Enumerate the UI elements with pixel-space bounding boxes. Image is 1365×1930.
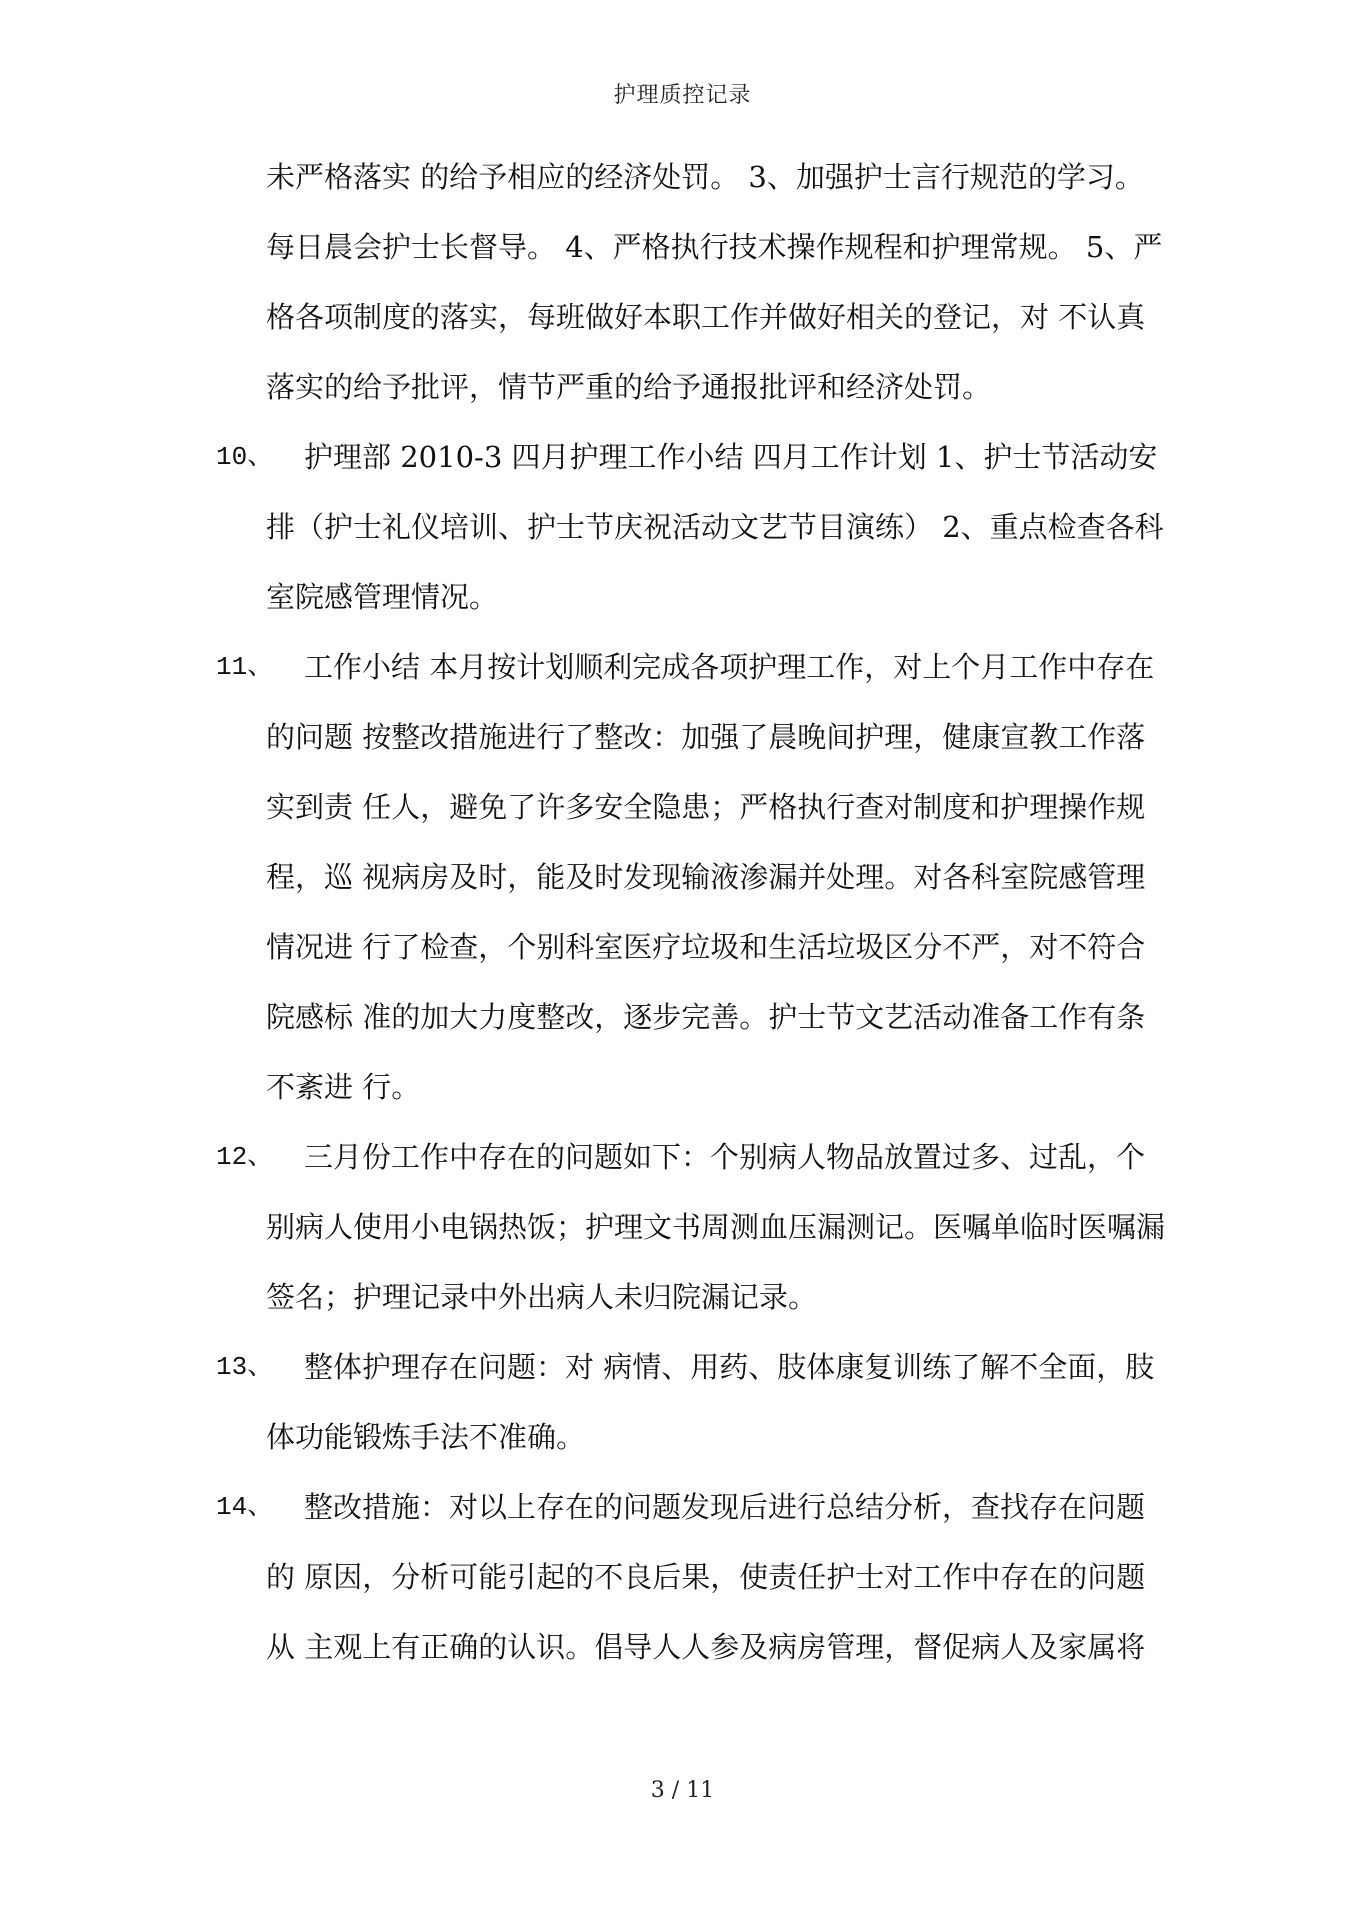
paragraph-11 (0, 632, 1166, 1122)
paragraph-10 (0, 422, 1166, 632)
paragraph-text: 三月份工作中存在的问题如下：个别病人物品放置过多、过乱，个别病人使用小电锅热饭；护理文书周测血压漏测记。医嘱单临时医嘱漏签名；护理记录中外出病人未归院漏记录。 (266, 1140, 1166, 1314)
paragraph-text: 整改措施：对以上存在的问题发现后进行总结分析，查找存在问题的 原因，分析可能引起的不良后果，使责任护士对工作中存在的问题从 主观上有正确的认识。倡导人人参及病房管理，督促病人及家属将 (266, 1490, 1146, 1664)
paragraph-13 (0, 1332, 1166, 1472)
paragraph-text: 未严格落实 的给予相应的经济处罚。 3、加强护士言行规范的学习。每日晨会护士长督导。 4、严格执行技术操作规程和护理常规。 5、严格各项制度的落实，每班做好本职工作并做好相关的登记，对 不认真落实的给予批评，情节严重的给予通报批评和经济处罚。 (266, 160, 1163, 404)
paragraph-text: 整体护理存在问题：对 病情、用药、肢体康复训练了解不全面，肢体功能锻炼手法不准确。 (266, 1350, 1155, 1454)
paragraph-number: 10、 (216, 442, 274, 472)
paragraph-number: 14、 (216, 1492, 274, 1522)
paragraph-12 (0, 1122, 1166, 1332)
paragraph-number: 11、 (216, 652, 274, 682)
paragraph-text: 工作小结 本月按计划顺利完成各项护理工作，对上个月工作中存在的问题 按整改措施进行了整改：加强了晨晚间护理，健康宣教工作落实到责 任人，避免了许多安全隐患；严格执行查对制度和护理操作规程，巡 视病房及时，能及时发现输液渗漏并处理。对各科室院感管理情况进 行了检查，个别科室医疗垃圾和生活垃圾区分不严，对不符合院感标 准的加大力度整改，逐步完善。护士节文艺活动准备工作有条不紊进 行。 (266, 650, 1155, 1104)
paragraph-number: 13、 (216, 1352, 274, 1382)
document-body (0, 142, 1365, 1682)
paragraph-text: 护理部 2010-3 四月护理工作小结 四月工作计划 1、护士节活动安排（护士礼仪培训、护士节庆祝活动文艺节目演练） 2、重点检查各科室院感管理情况。 (266, 440, 1164, 614)
paragraph-number: 12、 (216, 1142, 274, 1172)
page-number-indicator: 3 / 11 (650, 1778, 715, 1803)
page-header-title: 护理质控记录 (613, 83, 752, 108)
paragraph-14 (0, 1472, 1166, 1682)
paragraph-continued (0, 142, 1166, 422)
